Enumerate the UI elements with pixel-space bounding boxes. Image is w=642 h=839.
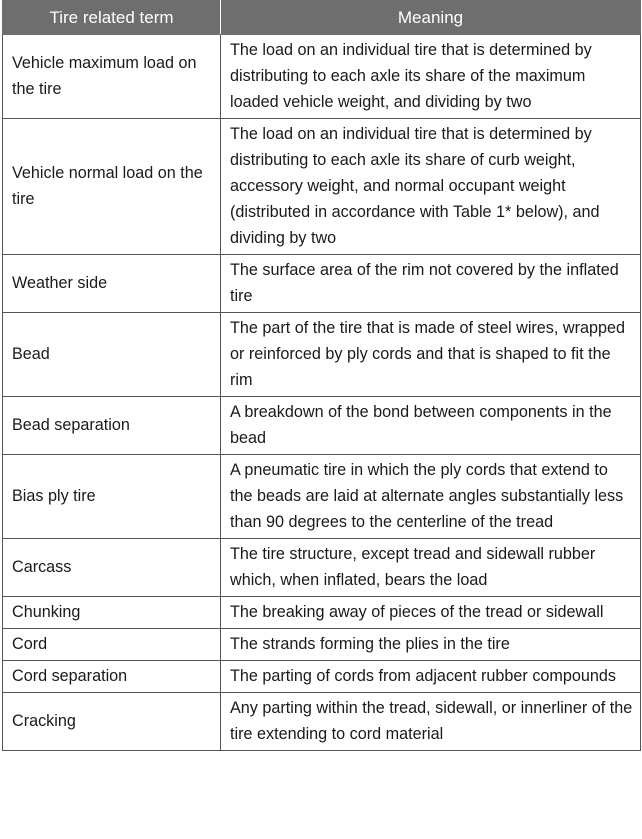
meaning-cell: A pneumatic tire in which the ply cords that extend to the beads are laid at alternate angles substantially less than 90 degrees to the centerline of the tread xyxy=(221,455,641,539)
header-meaning: Meaning xyxy=(221,1,641,35)
header-term: Tire related term xyxy=(3,1,221,35)
table-row xyxy=(3,397,641,455)
table-row xyxy=(3,661,641,693)
term-cell: Chunking xyxy=(3,597,221,629)
term-cell: Carcass xyxy=(3,539,221,597)
table-row xyxy=(3,255,641,313)
term-cell: Cord xyxy=(3,629,221,661)
table-header-row xyxy=(3,1,641,35)
meaning-cell: The surface area of the rim not covered by the inflated tire xyxy=(221,255,641,313)
meaning-cell: The load on an individual tire that is determined by distributing to each axle its share of curb weight, accessory weight, and normal occupant weight (distributed in accordance with Table 1* below), and dividing by two xyxy=(221,119,641,255)
term-cell: Weather side xyxy=(3,255,221,313)
term-cell: Bias ply tire xyxy=(3,455,221,539)
table-row xyxy=(3,597,641,629)
term-cell: Bead separation xyxy=(3,397,221,455)
meaning-cell: The tire structure, except tread and sidewall rubber which, when inflated, bears the load xyxy=(221,539,641,597)
term-cell: Cord separation xyxy=(3,661,221,693)
table-row xyxy=(3,455,641,539)
meaning-cell: A breakdown of the bond between components in the bead xyxy=(221,397,641,455)
table-row xyxy=(3,629,641,661)
meaning-cell: The parting of cords from adjacent rubber compounds xyxy=(221,661,641,693)
term-cell: Cracking xyxy=(3,693,221,751)
meaning-cell: The breaking away of pieces of the tread or sidewall xyxy=(221,597,641,629)
term-cell: Bead xyxy=(3,313,221,397)
table-row xyxy=(3,313,641,397)
table-row xyxy=(3,693,641,751)
meaning-cell: Any parting within the tread, sidewall, or innerliner of the tire extending to cord material xyxy=(221,693,641,751)
term-cell: Vehicle maximum load on the tire xyxy=(3,35,221,119)
meaning-cell: The strands forming the plies in the tire xyxy=(221,629,641,661)
meaning-cell: The part of the tire that is made of steel wires, wrapped or reinforced by ply cords and that is shaped to fit the rim xyxy=(221,313,641,397)
tire-terms-table xyxy=(2,0,641,751)
meaning-cell: The load on an individual tire that is determined by distributing to each axle its share of the maximum loaded vehicle weight, and dividing by two xyxy=(221,35,641,119)
table-row xyxy=(3,35,641,119)
table-row xyxy=(3,119,641,255)
table-row xyxy=(3,539,641,597)
term-cell: Vehicle normal load on the tire xyxy=(3,119,221,255)
